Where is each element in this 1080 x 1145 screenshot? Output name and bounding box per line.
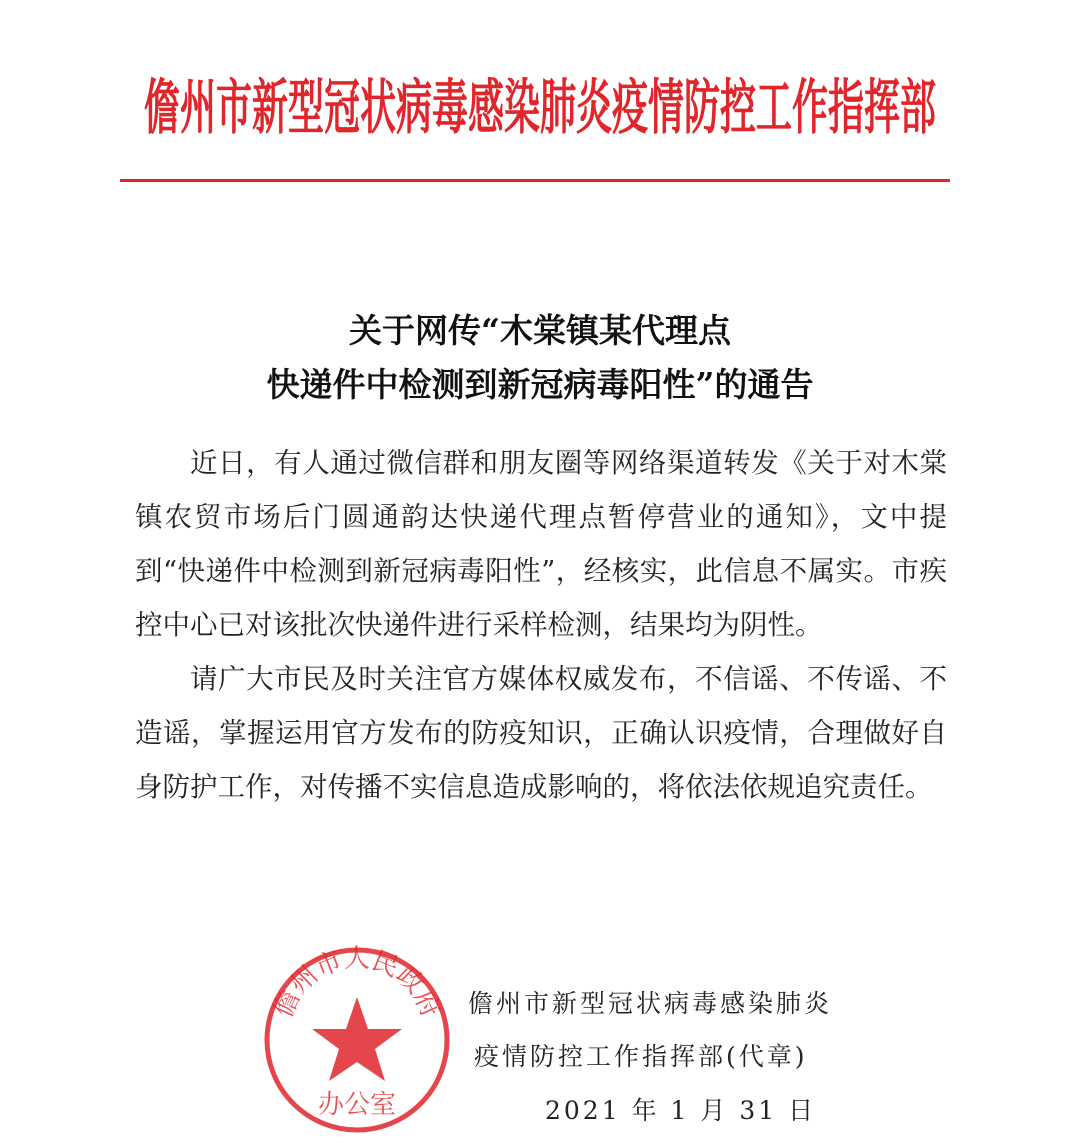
body-paragraph-2: 请广大市民及时关注官方媒体权威发布，不信谣、不传谣、不造谣，掌握运用官方发布的防疫知识，正确认识疫情，合理做好自身防护工作，对传播不实信息造成影响的，将依法依规追究责任。 [135, 663, 947, 803]
svg-text:儋州市人民政府: 儋州市人民政府 [268, 945, 446, 1023]
svg-text:办公室: 办公室 [317, 1090, 397, 1120]
star-icon [312, 997, 402, 1081]
signature-date: 2021 年 1 月 31 日 [545, 1096, 817, 1125]
official-seal-stamp [262, 945, 452, 1135]
signature-line-1: 儋州市新型冠状病毒感染肺炎 [468, 989, 833, 1018]
issuer-header: 儋州市新型冠状病毒感染肺炎疫情防控工作指挥部 [143, 75, 936, 143]
notice-body [135, 436, 947, 814]
body-paragraph-1: 近日，有人通过微信群和朋友圈等网络渠道转发《关于对木棠镇农贸市场后门圆通韵达快递代理点暂停营业的通知》，文中提到“快递件中检测到新冠病毒阳性”，经核实，此信息不属实。市疾控中心已对该批次快递件进行采样检测，结果均为阴性。 [135, 447, 947, 641]
signature-line-2: 疫情防控工作指挥部(代章) [474, 1042, 808, 1071]
red-divider [120, 179, 950, 182]
notice-title-line-2: 快递件中检测到新冠病毒阳性”的通告 [266, 365, 814, 404]
notice-title-line-1: 关于网传“木棠镇某代理点 [349, 311, 731, 350]
